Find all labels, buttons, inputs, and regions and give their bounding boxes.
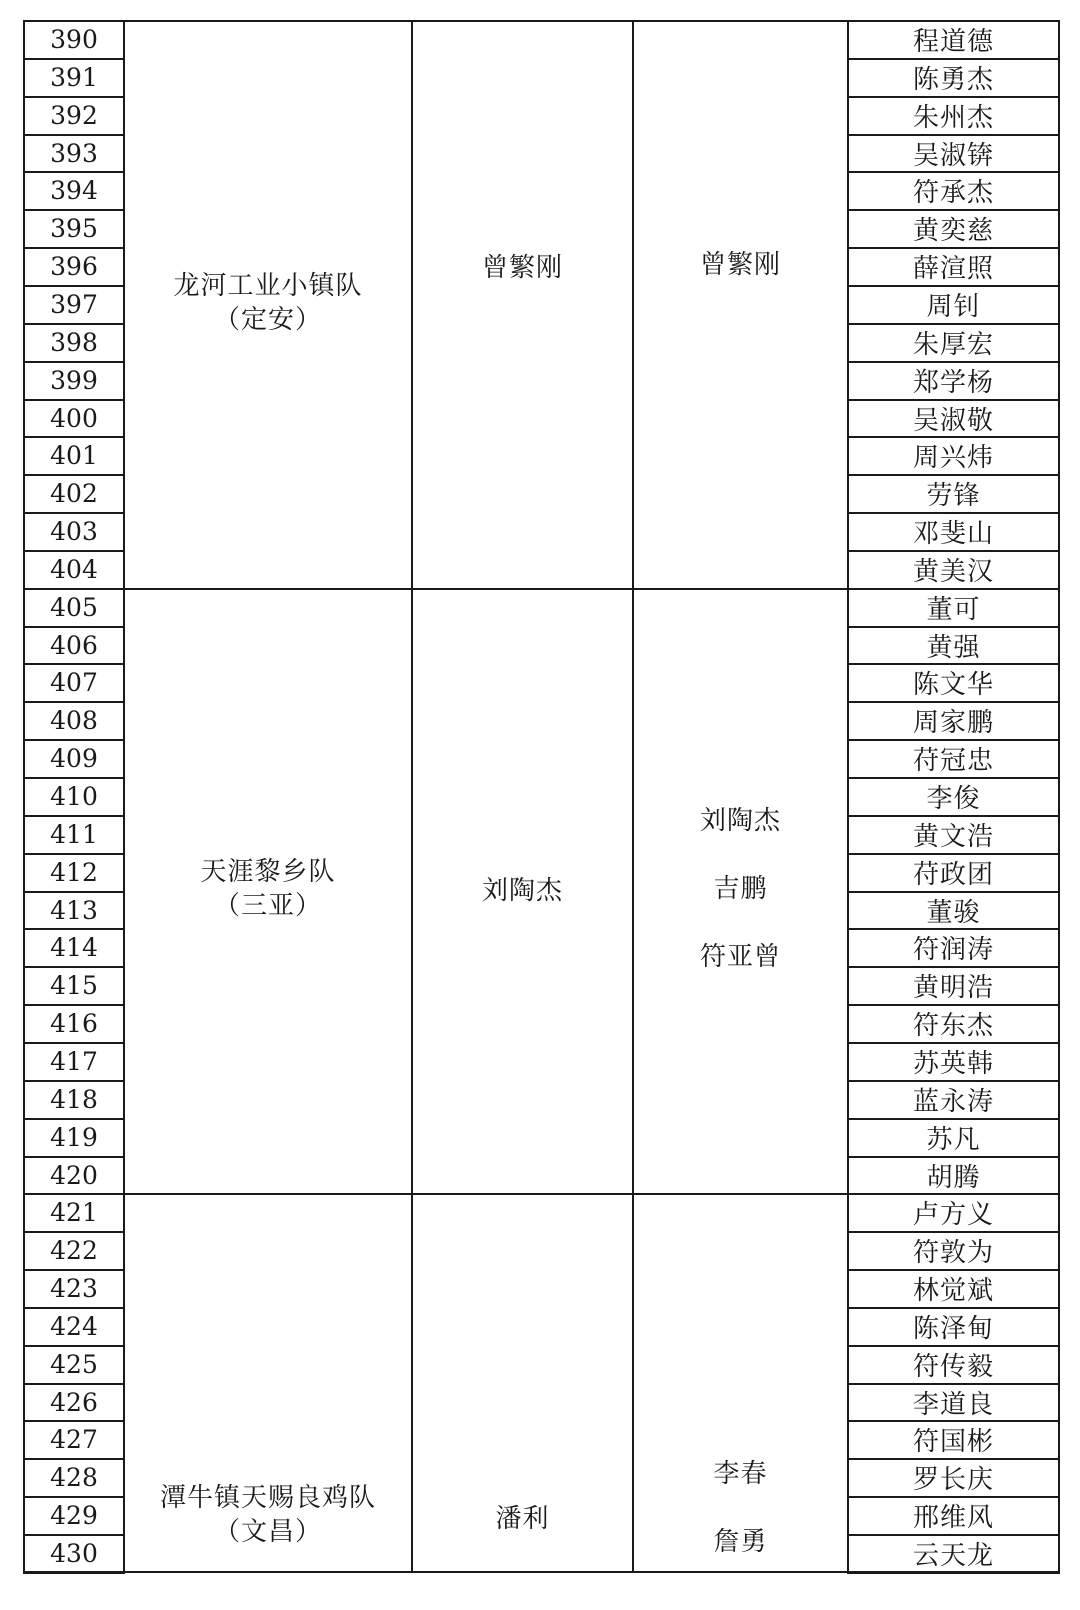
grid-line-horizontal xyxy=(847,1193,1060,1195)
group-separator xyxy=(123,1193,847,1195)
coach-cell xyxy=(634,1440,847,1576)
grid-line-horizontal xyxy=(23,1534,125,1536)
grid-line-horizontal xyxy=(847,399,1060,401)
grid-line-horizontal xyxy=(23,20,125,22)
player-name: 黄强 xyxy=(926,632,981,663)
grid-line-vertical xyxy=(1058,20,1060,1572)
group-separator xyxy=(123,588,847,590)
player-name: 董可 xyxy=(926,594,981,625)
grid-line-horizontal xyxy=(23,1231,125,1233)
row-number: 402 xyxy=(50,478,98,508)
player-name: 程道德 xyxy=(912,26,994,57)
grid-line-horizontal xyxy=(847,701,1060,703)
grid-line-horizontal xyxy=(847,966,1060,968)
row-number: 430 xyxy=(50,1538,98,1568)
row-number: 408 xyxy=(50,705,98,735)
row-number: 407 xyxy=(50,667,98,697)
coach-name: 曾繁刚 xyxy=(699,250,781,280)
leader-name: 刘陶杰 xyxy=(481,876,563,906)
grid-line-horizontal xyxy=(847,891,1060,893)
grid-line-horizontal xyxy=(23,1042,125,1044)
grid-line-horizontal xyxy=(847,1458,1060,1460)
grid-line-horizontal xyxy=(847,663,1060,665)
grid-line-vertical xyxy=(847,20,849,1572)
leader-cell xyxy=(413,587,632,1190)
grid-line-horizontal xyxy=(23,58,125,60)
team-name: 龙河工业小镇队 xyxy=(173,270,363,301)
row-number: 403 xyxy=(50,516,98,546)
grid-line-horizontal xyxy=(847,474,1060,476)
team-cell xyxy=(125,587,411,1190)
player-name: 符国彬 xyxy=(912,1426,994,1457)
grid-line-horizontal xyxy=(23,891,125,893)
team-cell xyxy=(125,20,411,585)
player-name: 郑学杨 xyxy=(912,367,994,398)
player-name: 苏凡 xyxy=(926,1124,981,1155)
grid-line-horizontal xyxy=(23,928,125,930)
grid-line-horizontal xyxy=(23,512,125,514)
coach-name: 刘陶杰 xyxy=(699,805,781,836)
player-name: 林觉斌 xyxy=(912,1275,994,1306)
player-name: 云天龙 xyxy=(912,1540,994,1571)
grid-line-horizontal xyxy=(23,247,125,249)
table-bottom-border xyxy=(23,1571,1060,1573)
grid-line-horizontal xyxy=(23,399,125,401)
grid-line-horizontal xyxy=(23,626,125,628)
row-number: 395 xyxy=(50,213,98,243)
grid-line-vertical xyxy=(411,20,413,1572)
grid-line-horizontal xyxy=(847,209,1060,211)
row-number: 410 xyxy=(50,781,98,811)
player-name: 苻冠忠 xyxy=(912,745,994,776)
row-number: 404 xyxy=(50,554,98,584)
grid-line-horizontal xyxy=(23,1269,125,1271)
grid-line-horizontal xyxy=(847,588,1060,590)
grid-line-horizontal xyxy=(847,1231,1060,1233)
grid-line-horizontal xyxy=(23,285,125,287)
row-number: 417 xyxy=(50,1046,98,1076)
player-name: 黄文浩 xyxy=(912,821,994,852)
row-number: 406 xyxy=(50,630,98,660)
player-name: 苏英韩 xyxy=(912,1048,994,1079)
grid-line-vertical xyxy=(23,20,25,1572)
row-number: 420 xyxy=(50,1160,98,1190)
coach-cell xyxy=(634,587,847,1190)
row-number: 418 xyxy=(50,1084,98,1114)
player-name: 符传毅 xyxy=(912,1351,994,1382)
grid-line-horizontal xyxy=(23,323,125,325)
row-number: 394 xyxy=(50,175,98,205)
player-name: 黄美汉 xyxy=(912,556,994,587)
row-number: 422 xyxy=(50,1235,98,1265)
grid-line-horizontal xyxy=(23,1307,125,1309)
player-name: 符承杰 xyxy=(912,177,994,208)
row-number: 429 xyxy=(50,1500,98,1530)
grid-line-horizontal xyxy=(23,966,125,968)
player-name: 陈勇杰 xyxy=(912,64,994,95)
grid-line-vertical xyxy=(632,20,634,1572)
grid-line-horizontal xyxy=(847,550,1060,552)
grid-line-horizontal xyxy=(23,1420,125,1422)
player-name: 邢维风 xyxy=(912,1502,994,1533)
player-name: 吴淑敬 xyxy=(912,405,994,436)
grid-line-horizontal xyxy=(847,20,1060,22)
grid-line-horizontal xyxy=(847,928,1060,930)
grid-line-horizontal xyxy=(23,1383,125,1385)
player-name: 薛渲照 xyxy=(912,253,994,284)
team-region: （定安） xyxy=(213,304,322,335)
grid-line-horizontal xyxy=(847,739,1060,741)
grid-line-horizontal xyxy=(23,1118,125,1120)
player-name: 罗长庆 xyxy=(912,1464,994,1495)
row-number: 423 xyxy=(50,1273,98,1303)
grid-line-horizontal xyxy=(847,96,1060,98)
row-number: 425 xyxy=(50,1349,98,1379)
player-name: 符润涛 xyxy=(912,934,994,965)
leader-cell xyxy=(413,1476,632,1556)
grid-line-horizontal xyxy=(847,512,1060,514)
grid-line-horizontal xyxy=(847,1004,1060,1006)
player-name: 黄奕慈 xyxy=(912,215,994,246)
grid-line-horizontal xyxy=(23,96,125,98)
player-name: 朱州杰 xyxy=(912,102,994,133)
grid-line-horizontal xyxy=(847,134,1060,136)
team-name: 潭牛镇天赐良鸡队 xyxy=(159,1483,376,1513)
grid-line-horizontal xyxy=(23,209,125,211)
row-number: 400 xyxy=(50,403,98,433)
coach-cell xyxy=(634,20,847,510)
player-name: 董骏 xyxy=(926,897,981,928)
grid-line-horizontal xyxy=(23,1004,125,1006)
player-name: 胡腾 xyxy=(926,1162,981,1193)
group-separator xyxy=(123,20,847,22)
grid-line-horizontal xyxy=(847,1534,1060,1536)
player-name: 卢方义 xyxy=(912,1199,994,1230)
row-number: 399 xyxy=(50,365,98,395)
row-number: 393 xyxy=(50,138,98,168)
grid-line-horizontal xyxy=(847,1118,1060,1120)
grid-line-horizontal xyxy=(23,436,125,438)
grid-line-horizontal xyxy=(847,323,1060,325)
row-number: 401 xyxy=(50,440,98,470)
grid-line-horizontal xyxy=(23,171,125,173)
grid-line-horizontal xyxy=(847,1307,1060,1309)
row-number: 398 xyxy=(50,327,98,357)
row-number: 427 xyxy=(50,1424,98,1454)
row-number: 390 xyxy=(50,24,98,54)
grid-line-horizontal xyxy=(23,1080,125,1082)
leader-name: 曾繁刚 xyxy=(481,252,563,283)
player-name: 李俊 xyxy=(926,783,981,814)
row-number: 426 xyxy=(50,1387,98,1417)
grid-line-horizontal xyxy=(847,1420,1060,1422)
grid-line-horizontal xyxy=(847,1042,1060,1044)
player-name: 黄明浩 xyxy=(912,972,994,1003)
row-number: 416 xyxy=(50,1008,98,1038)
row-number: 424 xyxy=(50,1311,98,1341)
row-number: 396 xyxy=(50,251,98,281)
row-number: 415 xyxy=(50,970,98,1000)
grid-line-horizontal xyxy=(847,1345,1060,1347)
player-name: 陈文华 xyxy=(912,669,994,700)
row-number: 411 xyxy=(50,819,98,849)
row-number: 413 xyxy=(50,895,98,925)
row-number: 412 xyxy=(50,857,98,887)
grid-line-horizontal xyxy=(847,626,1060,628)
player-name: 邓斐山 xyxy=(912,518,994,549)
player-name: 苻政团 xyxy=(912,859,994,890)
team-region: （文昌） xyxy=(213,1517,322,1547)
grid-line-horizontal xyxy=(23,815,125,817)
grid-line-horizontal xyxy=(23,777,125,779)
player-name: 符敦为 xyxy=(912,1237,994,1268)
player-name: 蓝永涛 xyxy=(912,1086,994,1117)
grid-line-horizontal xyxy=(847,436,1060,438)
grid-line-horizontal xyxy=(23,663,125,665)
row-number: 397 xyxy=(50,289,98,319)
grid-line-horizontal xyxy=(847,171,1060,173)
grid-line-horizontal xyxy=(847,853,1060,855)
row-number: 419 xyxy=(50,1122,98,1152)
player-name: 周兴炜 xyxy=(912,442,994,473)
row-number: 421 xyxy=(50,1197,98,1227)
player-name: 周钊 xyxy=(926,291,981,322)
coach-name: 符亚曾 xyxy=(699,941,781,972)
grid-line-horizontal xyxy=(23,1458,125,1460)
player-name: 周家鹏 xyxy=(912,707,994,738)
grid-line-horizontal xyxy=(23,701,125,703)
team-region: （三亚） xyxy=(213,890,322,921)
grid-line-horizontal xyxy=(847,1080,1060,1082)
row-number: 428 xyxy=(50,1462,98,1492)
grid-line-horizontal xyxy=(23,134,125,136)
grid-line-horizontal xyxy=(847,1383,1060,1385)
grid-line-horizontal xyxy=(23,1193,125,1195)
grid-line-horizontal xyxy=(847,247,1060,249)
grid-line-horizontal xyxy=(23,588,125,590)
player-name: 吴淑锛 xyxy=(912,140,994,171)
grid-line-horizontal xyxy=(847,1269,1060,1271)
grid-line-horizontal xyxy=(847,1156,1060,1158)
grid-line-horizontal xyxy=(847,815,1060,817)
row-number: 409 xyxy=(50,743,98,773)
player-name: 陈泽甸 xyxy=(912,1313,994,1344)
grid-line-horizontal xyxy=(23,361,125,363)
grid-line-horizontal xyxy=(847,361,1060,363)
player-name: 李道良 xyxy=(912,1389,994,1420)
grid-line-horizontal xyxy=(847,58,1060,60)
grid-line-horizontal xyxy=(23,474,125,476)
grid-line-horizontal xyxy=(23,739,125,741)
grid-line-horizontal xyxy=(847,1496,1060,1498)
grid-line-horizontal xyxy=(23,1496,125,1498)
coach-name: 詹勇 xyxy=(713,1527,768,1557)
grid-line-horizontal xyxy=(23,853,125,855)
player-name: 朱厚宏 xyxy=(912,329,994,360)
player-name: 劳锋 xyxy=(926,480,981,511)
grid-line-horizontal xyxy=(23,1345,125,1347)
coach-name: 李春 xyxy=(713,1459,768,1489)
grid-line-horizontal xyxy=(847,285,1060,287)
team-name: 天涯黎乡队 xyxy=(200,856,336,887)
coach-name: 吉鹏 xyxy=(713,873,768,904)
team-cell xyxy=(125,1458,411,1572)
row-number: 405 xyxy=(50,592,98,622)
row-number: 414 xyxy=(50,932,98,962)
row-number: 392 xyxy=(50,100,98,130)
grid-line-horizontal xyxy=(847,777,1060,779)
player-name: 符东杰 xyxy=(912,1010,994,1041)
leader-cell xyxy=(413,20,632,510)
grid-line-vertical xyxy=(123,20,125,1572)
leader-name: 潘利 xyxy=(495,1503,550,1534)
row-number: 391 xyxy=(50,62,98,92)
grid-line-horizontal xyxy=(23,1156,125,1158)
grid-line-horizontal xyxy=(23,550,125,552)
